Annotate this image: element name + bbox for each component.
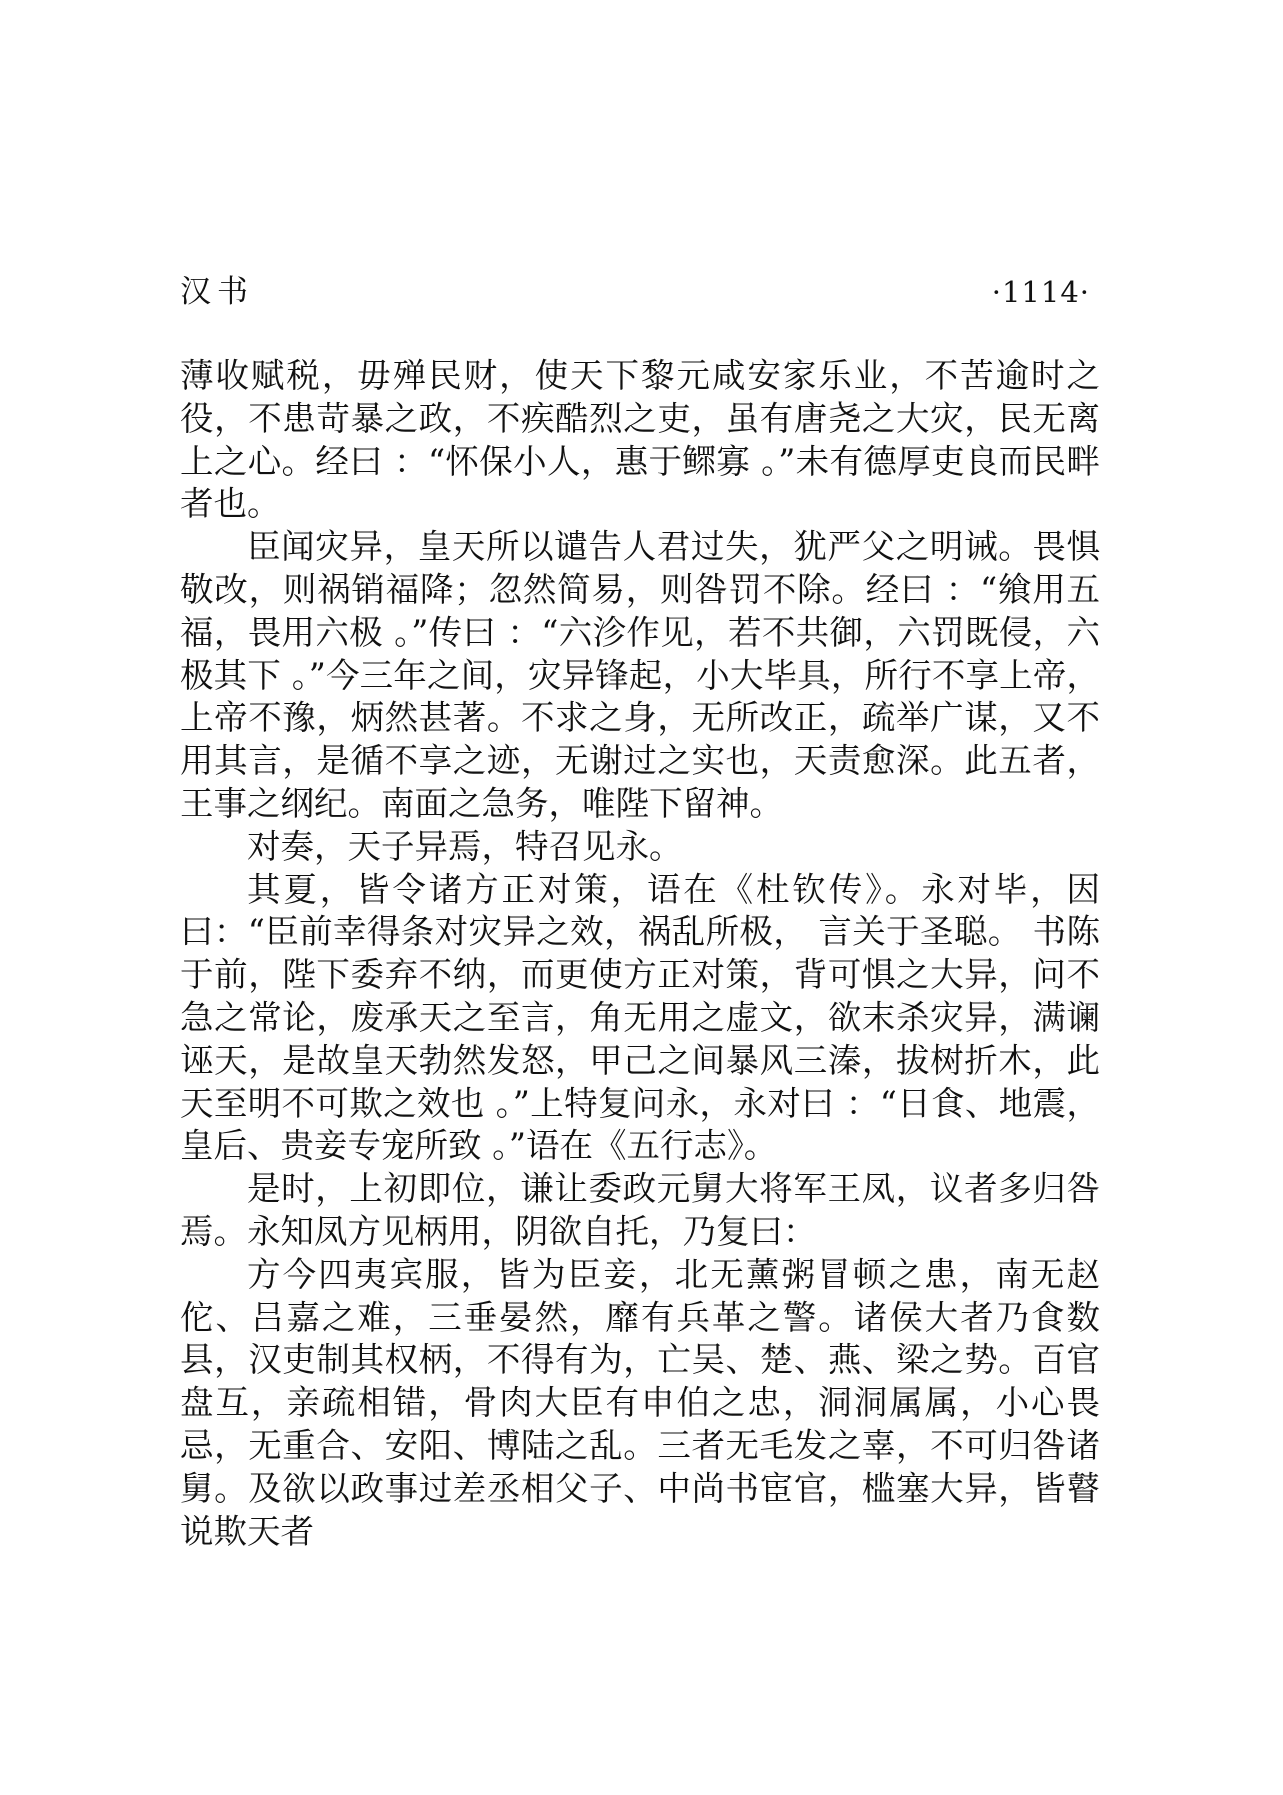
paragraph: 臣闻灾异，皇天所以谴告人君过失，犹严父之明诫。畏惧敬改，则祸销福降；忽然简易，则咎罚不除。经曰 ：“飨用五福，畏用六极 。”传曰 ：“六沴作见，若不共御，六罚既侵，六极其下 。”今三年之间，灾异锋起，小大毕具，所行不享上帝，上帝不豫，炳然甚著。不求之身，无所改正，疏举广谋，又不用其言，是循不享之迹，无谢过之实也，天责愈深。此五者，王事之纲纪。南面之急务，唯陛下留神。 [180,527,1100,823]
running-head-title: 汉书 [180,274,254,310]
paragraph: 其夏，皆令诸方正对策，语在《杜钦传》。永对毕，因曰：“臣前幸得条对灾异之效，祸乱所极， 言关于圣聪。 书陈于前，陛下委弃不纳，而更使方正对策，背可惧之大异，问不急之常论，废承天之至言，角无用之虚文，欲末杀灾异，满谰诬天，是故皇天勃然发怒，甲己之间暴风三溱，拔树折木，此天至明不可欺之效也 。”上特复问永，永对曰 ：“日食、地震，皇后、贵妾专宠所致 。”语在《五行志》。 [180,869,1100,1166]
paragraph: 方今四夷宾服，皆为臣妾，北无薰粥冒顿之患，南无赵佗、吕嘉之难，三垂晏然，靡有兵革之警。诸侯大者乃食数县，汉吏制其权柄，不得有为，亡吴、楚、燕、梁之势。百官盘互，亲疏相错，骨肉大臣有申伯之忠，洞洞属属，小心畏忌，无重合、安阳、博陆之乱。三者无毛发之辜，不可归咎诸舅。及欲以政事过差丞相父子、中尚书宦官，槛塞大异，皆瞽说欺天者 [180,1254,1100,1551]
paragraph-continued: 薄收赋税，毋殚民财，使天下黎元咸安家乐业，不苦逾时之役，不患苛暴之政，不疾酷烈之吏，虽有唐尧之大灾，民无离上之心。经曰 ：“怀保小人，惠于鳏寡 。”未有德厚吏良而民畔者也。 [180,356,1100,524]
body-text [180,355,1100,1553]
paragraph: 对奏，天子异焉，特召见永。 [247,826,683,866]
page-number: ·1114· [991,275,1090,309]
paragraph: 是时，上初即位，谦让委政元舅大将军王凤，议者多归咎焉。永知凤方见柄用，阴欲自托，乃复曰： [180,1169,1100,1251]
